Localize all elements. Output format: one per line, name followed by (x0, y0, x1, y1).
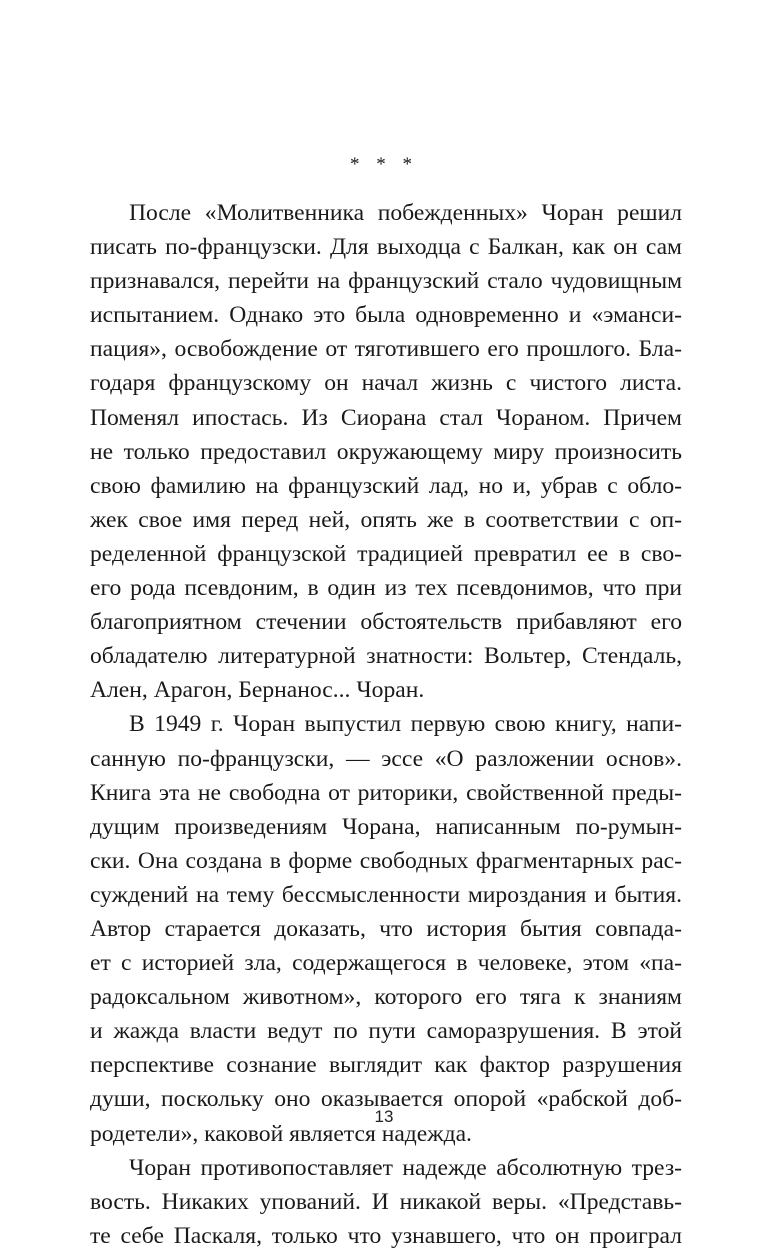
text-line: вость. Никаких упований. И никакой веры. «Представь- (90, 1188, 682, 1215)
paragraph-1 (90, 196, 682, 707)
paragraph-2 (90, 707, 682, 1150)
section-divider: * * * (350, 154, 418, 175)
text-line: родетели», каковой является надежда. (90, 1120, 472, 1147)
text-line: Чоран противопоставляет надежде абсолютную трез- (129, 1154, 682, 1181)
text-line: В 1949 г. Чоран выпустил первую свою книгу, напи- (129, 711, 682, 738)
text-line: не только предоставил окружающему миру произносить (90, 438, 682, 465)
text-line: признавался, перейти на французский стало чудовищным (90, 268, 682, 295)
text-line: После «Молитвенника побежденных» Чоран решил (129, 200, 682, 226)
text-line: Ален, Арагон, Бернанос... Чоран. (90, 677, 425, 704)
text-line: те себе Паскаля, только что узнавшего, что он проиграл (90, 1222, 682, 1249)
text-line: жек свое имя перед ней, опять же в соответствии с оп- (90, 506, 682, 533)
text-line: Автор старается доказать, что история бытия совпада- (90, 915, 682, 942)
text-line: ски. Она создана в форме свободных фрагментарных рас- (90, 847, 682, 874)
text-line: Книга эта не свободна от риторики, свойственной преды- (90, 779, 682, 806)
text-line: и жажда власти ведут по пути саморазрушения. В этой (90, 1018, 682, 1045)
text-line: ет с историей зла, содержащегося в человеке, этом «па- (90, 950, 682, 977)
text-line: санную по-французски, — эссе «О разложении основ». (90, 745, 682, 772)
text-line: перспективе сознание выглядит как фактор разрушения (90, 1052, 682, 1079)
text-line: благоприятном стечении обстоятельств прибавляют его (90, 609, 682, 636)
text-line: пация», освобождение от тяготившего его прошлого. Бла- (90, 336, 682, 363)
page-number: 13 (374, 1107, 394, 1126)
text-line: суждений на тему бессмысленности мироздания и бытия. (90, 881, 682, 908)
text-line: души, поскольку оно оказывается опорой «рабской доб- (90, 1086, 682, 1113)
text-line: обладателю литературной знатности: Вольтер, Стендаль, (90, 643, 682, 670)
text-line: свою фамилию на французский лад, но и, убрав с обло- (90, 472, 682, 499)
paragraph-3 (90, 1151, 682, 1253)
text-line: Поменял ипостась. Из Сиорана стал Чораном. Причем (90, 404, 682, 431)
text-line: дущим произведениям Чорана, написанным по-румын- (90, 813, 682, 840)
text-line: радоксальном животном», которого его тяга к знаниям (90, 984, 682, 1011)
text-line: годаря французскому он начал жизнь с чистого листа. (90, 370, 682, 397)
body-text (90, 196, 682, 1253)
text-line: его рода псевдоним, в один из тех псевдонимов, что при (90, 575, 682, 602)
text-line: испытанием. Однако это была одновременно и «эманси- (90, 302, 682, 329)
text-line: ределенной французской традицией превратил ее в сво- (90, 540, 682, 567)
text-line: писать по-французски. Для выходца с Балкан, как он сам (90, 234, 682, 261)
